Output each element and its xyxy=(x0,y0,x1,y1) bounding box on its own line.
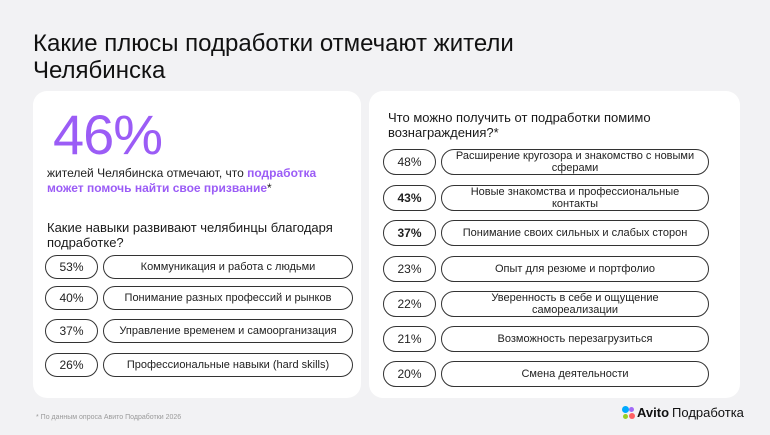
benefit-percent: 21% xyxy=(383,326,436,352)
left-card xyxy=(33,91,361,398)
benefit-label: Опыт для резюме и портфолио xyxy=(441,256,709,282)
benefit-percent: 37% xyxy=(383,220,436,246)
lead-text xyxy=(47,166,347,196)
skill-row xyxy=(45,286,353,310)
benefit-row xyxy=(383,185,709,211)
avito-logo xyxy=(622,405,744,420)
benefit-label: Понимание своих сильных и слабых сторон xyxy=(441,220,709,246)
skill-percent: 26% xyxy=(45,353,98,377)
avito-dots-icon xyxy=(622,406,635,419)
logo-dot xyxy=(623,414,628,419)
benefit-percent: 20% xyxy=(383,361,436,387)
benefit-row xyxy=(383,220,709,246)
benefit-label: Расширение кругозора и знакомство с новыми сферами xyxy=(441,149,709,175)
benefit-percent: 48% xyxy=(383,149,436,175)
benefit-label: Смена деятельности xyxy=(441,361,709,387)
benefit-row xyxy=(383,149,709,175)
skill-label: Профессиональные навыки (hard skills) xyxy=(103,353,353,377)
benefit-label: Новые знакомства и профессиональные контакты xyxy=(441,185,709,211)
skill-row xyxy=(45,255,353,279)
skill-row xyxy=(45,353,353,377)
benefit-percent: 22% xyxy=(383,291,436,317)
skill-label: Понимание разных профессий и рынков xyxy=(103,286,353,310)
skill-label: Коммуникация и работа с людьми xyxy=(103,255,353,279)
benefits-title: Что можно получить от подработки помимо вознаграждения?* xyxy=(388,110,651,140)
skill-percent: 53% xyxy=(45,255,98,279)
logo-dot xyxy=(629,413,635,419)
logo-brand: Avito xyxy=(637,405,670,420)
benefit-row xyxy=(383,361,709,387)
lead-plain: жителей Челябинска отмечают, что xyxy=(47,166,248,180)
logo-product: Подработка xyxy=(672,405,744,420)
benefit-row xyxy=(383,256,709,282)
lead-accent: подработка может помочь найти свое призвание xyxy=(47,166,317,195)
big-percent: 46% xyxy=(53,103,163,166)
right-card xyxy=(369,91,740,398)
benefit-label: Возможность перезагрузиться xyxy=(441,326,709,352)
skill-percent: 37% xyxy=(45,319,98,343)
logo-dot xyxy=(629,407,634,412)
benefit-percent: 23% xyxy=(383,256,436,282)
benefit-label: Уверенность в себе и ощущение самореализации xyxy=(441,291,709,317)
page-title: Какие плюсы подработки отмечают жители Челябинска xyxy=(33,30,514,84)
benefit-row xyxy=(383,291,709,317)
skill-label: Управление временем и самоорганизация xyxy=(103,319,353,343)
skills-title: Какие навыки развивают челябинцы благодаря подработке? xyxy=(47,220,333,250)
logo-dot xyxy=(622,406,629,413)
skill-row xyxy=(45,319,353,343)
skill-percent: 40% xyxy=(45,286,98,310)
benefit-row xyxy=(383,326,709,352)
benefit-percent: 43% xyxy=(383,185,436,211)
footnote: * По данным опроса Авито Подработки 2026 xyxy=(36,414,182,421)
lead-mark: * xyxy=(267,181,272,195)
